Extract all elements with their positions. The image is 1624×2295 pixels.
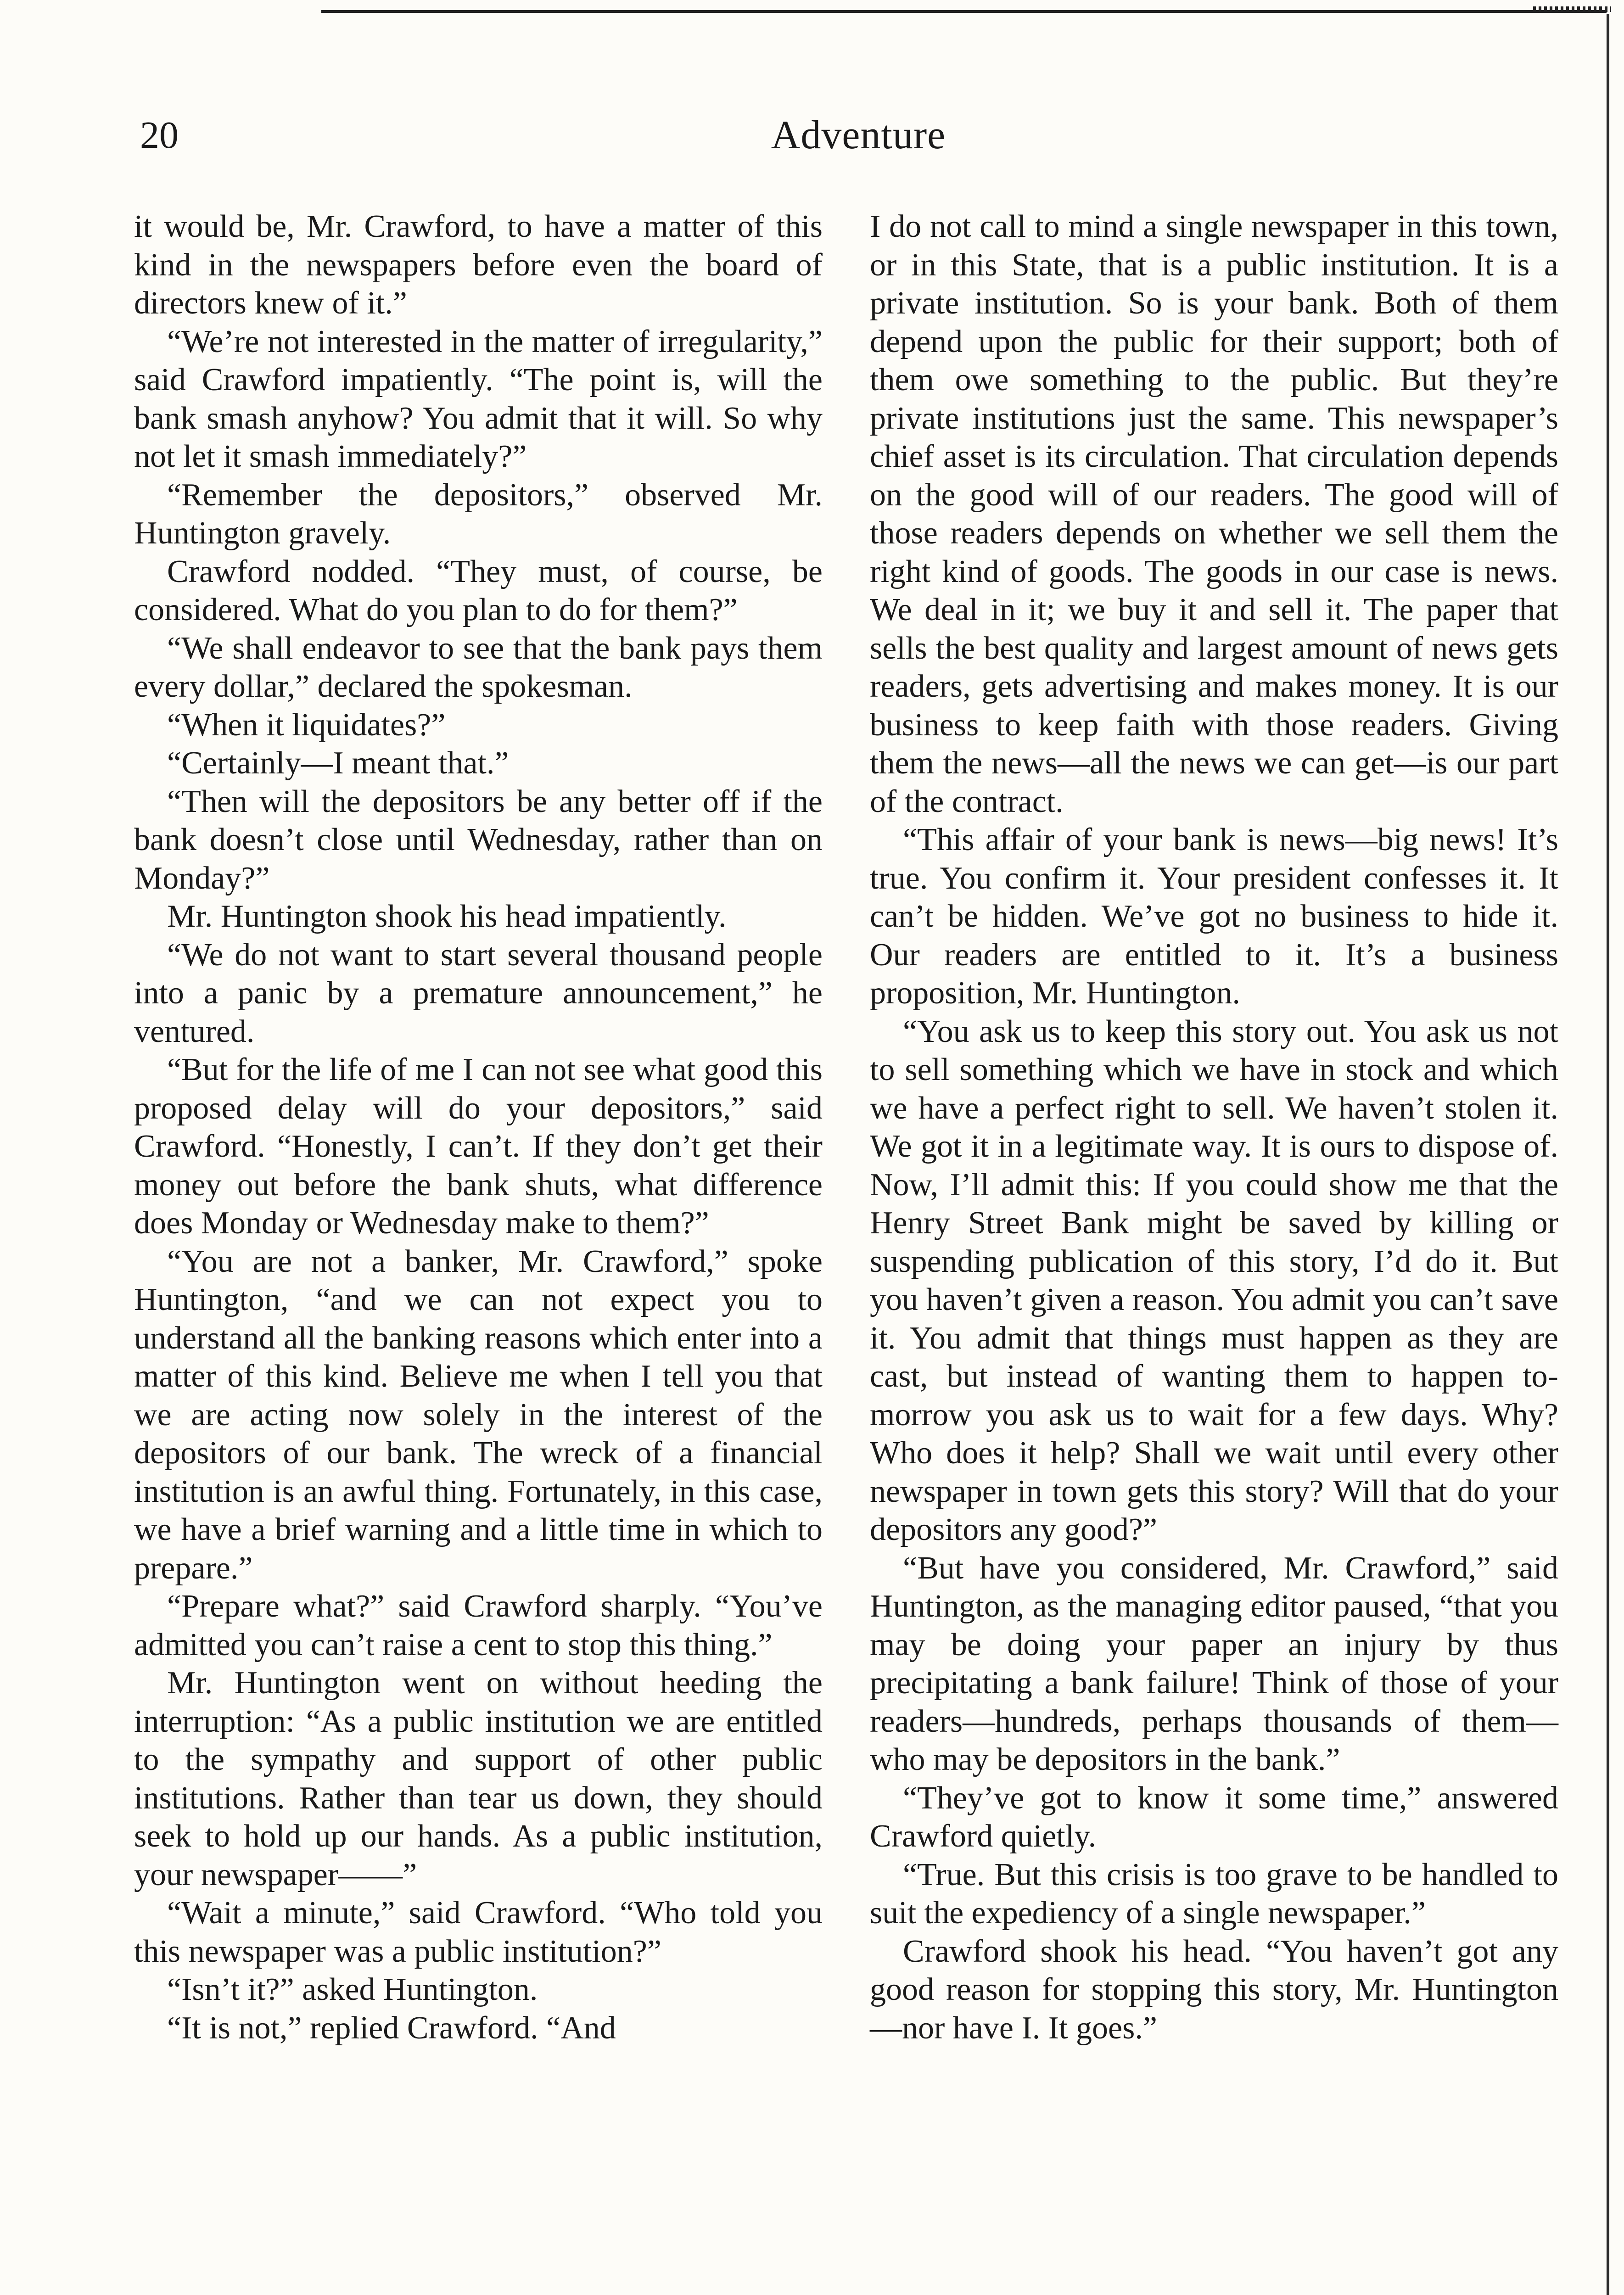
top-rule	[321, 10, 1607, 13]
paragraph: Crawford shook his head. “You haven’t got any good reason for stopping this story, Mr. Huntington—nor have I. It goes.”	[870, 1933, 1558, 2046]
left-column	[134, 207, 823, 2047]
page-header	[140, 108, 1577, 177]
page-number: 20	[140, 114, 179, 157]
paragraph: “Then will the depositors be any better off if the bank doesn’t close until Wednesday, rather than on Monday?”	[134, 784, 823, 896]
paragraph: “This affair of your bank is news—big news! It’s true. You confirm it. Your president confesses it. It can’t be hidden. We’ve got no business to hide it. Our readers are entitled to it. It’s a business proposition, Mr. Huntington.	[870, 822, 1558, 1011]
paragraph: “They’ve got to know it some time,” answered Crawford quietly.	[870, 1780, 1558, 1854]
paragraph: “You are not a banker, Mr. Crawford,” spoke Huntington, “and we can not expect you to understand all the banking reasons which enter into a matter of this kind. Believe me when I tell you that we are acting now solely in the interest of the depositors of our bank. The wreck of a financial institution is an awful thing. Fortunately, in this case, we have a brief warning and a little time in which to prepare.”	[134, 1243, 823, 1586]
paragraph: I do not call to mind a single newspaper in this town, or in this State, that is a public institution. It is a private institution. So is your bank. Both of them depend upon the public for their support; both of them owe something to the public. But they’re private institutions just the same. This newspaper’s chief asset is its circulation. That circulation depends on the good will of our readers. The good will of those readers depends on whether we sell them the right kind of goods. The goods in our case is news. We deal in it; we buy it and sell it. The paper that sells the best quality and largest amount of news gets readers, gets advertising and makes money. It is our business to keep faith with those readers. Giving them the news—all the news we can get—is our part of the contract.	[870, 209, 1558, 819]
paragraph: it would be, Mr. Crawford, to have a matter of this kind in the newspapers before even the board of directors knew of it.”	[134, 209, 823, 321]
paragraph: “We do not want to start several thousand people into a panic by a premature announcement,” he ventured.	[134, 937, 823, 1049]
paragraph: “But have you considered, Mr. Crawford,” said Huntington, as the managing editor paused, “that you may be doing your paper an injury by thus precipitating a bank failure! Think of those of your readers—hundreds, perhaps thousands of them—who may be depositors in the bank.”	[870, 1550, 1558, 1777]
paragraph: “Isn’t it?” asked Huntington.	[167, 1972, 538, 2007]
paragraph: “Remember the depositors,” observed Mr. Huntington gravely.	[134, 477, 823, 551]
paragraph: “Prepare what?” said Crawford sharply. “You’ve admitted you can’t raise a cent to stop this thing.”	[134, 1589, 823, 1662]
right-column	[870, 207, 1558, 2047]
paragraph: “We’re not interested in the matter of irregularity,” said Crawford impatiently. “The point is, will the bank smash anyhow? You admit that it will. So why not let it smash immediately?”	[134, 324, 823, 474]
paragraph: “It is not,” replied Crawford. “And	[167, 2010, 616, 2046]
top-rule-ornament	[1533, 6, 1611, 12]
paragraph: “Wait a minute,” said Crawford. “Who told you this newspaper was a public institution?”	[134, 1895, 823, 1969]
paragraph: “Certainly—I meant that.”	[167, 745, 509, 781]
paragraph: “When it liquidates?”	[167, 707, 446, 743]
paragraph: Mr. Huntington shook his head impatiently.	[167, 899, 727, 934]
paragraph: Crawford nodded. “They must, of course, be considered. What do you plan to do for them?”	[134, 554, 823, 627]
paragraph: Mr. Huntington went on without heeding the interruption: “As a public institution we are entitled to the sympathy and support of other public institutions. Rather than tear us down, they should seek to hold up our hands. As a public institution, your newspaper——”	[134, 1665, 823, 1892]
running-title: Adventure	[771, 113, 946, 157]
page-edge-border	[1607, 14, 1609, 2295]
paragraph: “You ask us to keep this story out. You ask us not to sell something which we have in stock and which we have a perfect right to sell. We haven’t stolen it. We got it in a legitimate way. It is ours to dispose of. Now, I’ll admit this: If you could show me that the Henry Street Bank might be saved by killing or suspending publication of this story, I’d do it. But you haven’t given a reason. You admit you can’t save it. You admit that things must happen as they are cast, but instead of wanting them to happen to-morrow you ask us to wait for a few days. Why? Who does it help? Shall we wait until every other newspaper in town gets this story? Will that do your depositors any good?”	[870, 1013, 1558, 1547]
paragraph: “But for the life of me I can not see what good this proposed delay will do your depositors,” said Crawford. “Honestly, I can’t. If they don’t get their money out before the bank shuts, what difference does Monday or Wednesday make to them?”	[134, 1052, 823, 1241]
paragraph: “True. But this crisis is too grave to be handled to suit the expediency of a single newspaper.”	[870, 1857, 1558, 1931]
paragraph: “We shall endeavor to see that the bank pays them every dollar,” declared the spokesman.	[134, 630, 823, 704]
